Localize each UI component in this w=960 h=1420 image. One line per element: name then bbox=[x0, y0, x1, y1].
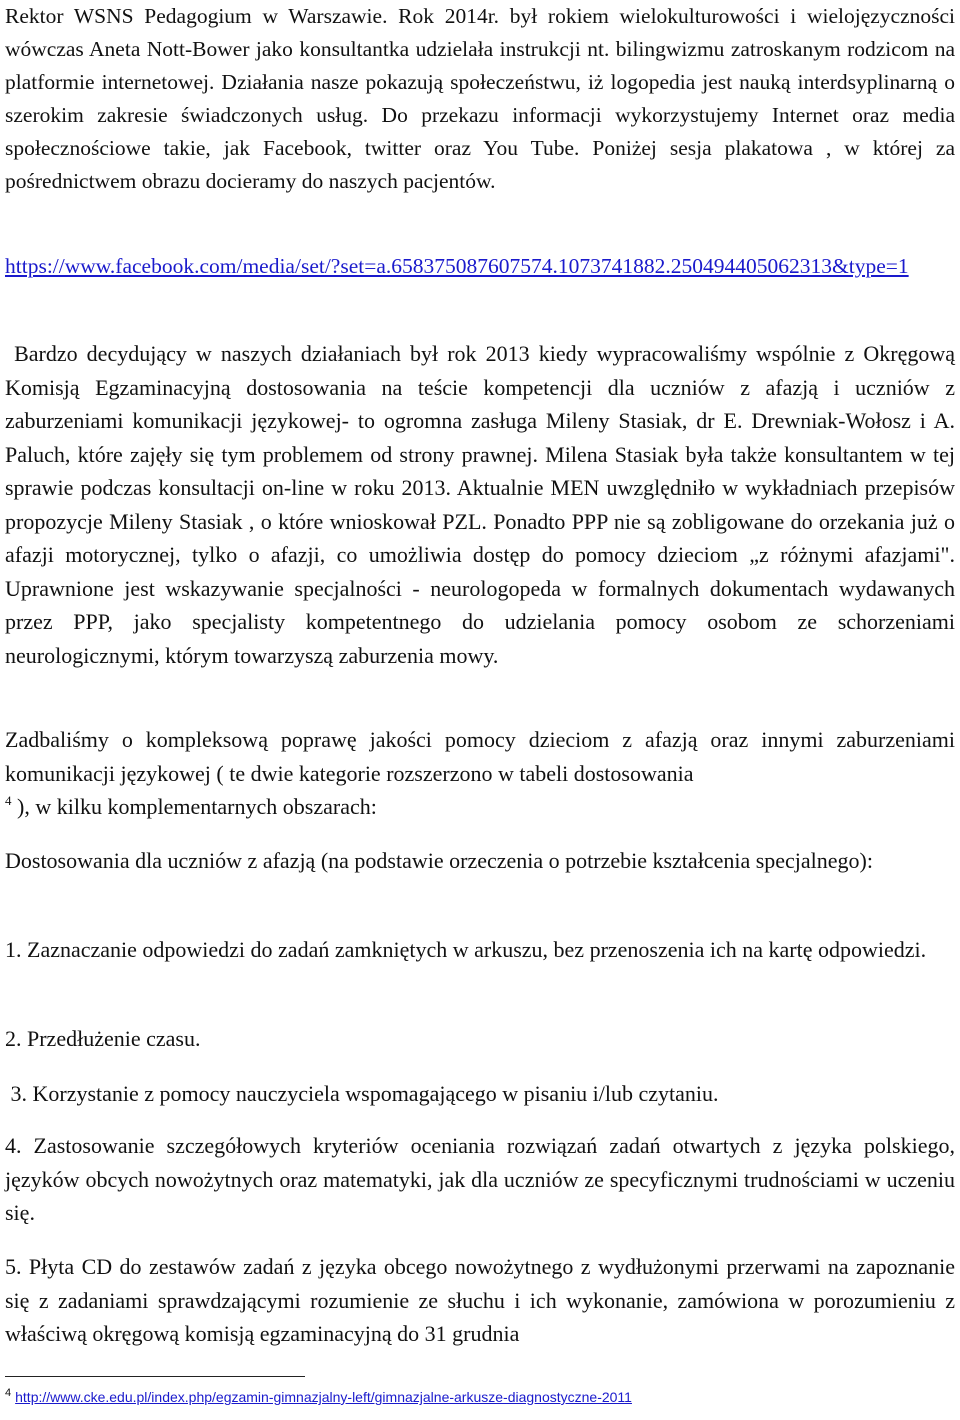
footnote-number: 4 bbox=[5, 1387, 12, 1399]
footnote-separator bbox=[5, 1376, 305, 1377]
list-item bbox=[5, 1077, 955, 1111]
paragraph-2013 bbox=[5, 337, 955, 672]
list-item-text: 3. Korzystanie z pomocy nauczyciela wspomagającego w pisaniu i/lub czytaniu. bbox=[10, 1081, 719, 1106]
footnote-link[interactable]: http://www.cke.edu.pl/index.php/egzamin-gimnazjalny-left/gimnazjalne-arkusze-diagnostyczne-2011 bbox=[15, 1389, 632, 1405]
paragraph-quality-text: Zadbaliśmy o kompleksową poprawę jakości pomocy dzieciom z afazją oraz innymi zaburzeniami komunikacji językowej ( te dwie kategorie rozszerzono w tabeli dostosowania bbox=[5, 727, 955, 786]
paragraph-quality-text-end: ), w kilku komplementarnych obszarach: bbox=[17, 794, 377, 819]
accommodations-heading: Dostosowania dla uczniów z afazją (na podstawie orzeczenia o potrzebie kształcenia specjalnego): bbox=[5, 848, 873, 873]
paragraph-2013-text: Bardzo decydujący w naszych działaniach był rok 2013 kiedy wypracowaliśmy wspólnie z Okręgową Komisją Egzaminacyjną dostosowania na teście kompetencji dla uczniów z afazją i uczniów z zaburzeniami komunikacji językowej- to ogromna zasługa Mileny Stasiak, dr E. Drewniak-Wołosz i A. Paluch, które zajęły się tym problemem od strony prawnej. Milena Stasiak była także konsultantem w tej sprawie podczas konsultacji on-line w roku 2013. Aktualnie MEN uwzględniło w wykładniach przepisów propozycje Mileny Stasiak , o które wnioskował PZL. Ponadto PPP nie są zobligowane do orzekania już o afazji motorycznej, tylko o afazji, co umożliwia dostęp do pomocy dzieciom „z różnymi afazjami". Uprawnione jest wskazywanie specjalności - neurologopeda w formalnych dokumentach wydawanych przez PPP, jako specjalisty kompetentnego do udzielania pomocy osobom ze schorzeniami neurologicznymi, którym towarzyszą zaburzenia mowy. bbox=[5, 341, 956, 668]
facebook-media-link[interactable]: https://www.facebook.com/media/set/?set=a.658375087607574.1073741882.250494405062313&type=1 bbox=[5, 254, 909, 278]
paragraph-quality bbox=[5, 723, 955, 824]
list-item: 2. Przedłużenie czasu. bbox=[5, 1026, 201, 1051]
list-item: 4. Zastosowanie szczegółowych kryteriów oceniania rozwiązań zadań otwartych z języka polskiego, języków obcych nowożytnych oraz matematyki, jak dla uczniów ze specyficznymi trudnościami w uczeniu się. bbox=[5, 1133, 955, 1225]
footnote-reference[interactable]: 4 bbox=[5, 793, 12, 808]
intro-paragraph: Rektor WSNS Pedagogium w Warszawie. Rok 2014r. był rokiem wielokulturowości i wielojęzyczności wówczas Aneta Nott-Bower jako konsultantka udzielała instrukcji nt. bilingwizmu zatroskanym rodzicom na platformie internetowej. Działania nasze pokazują społeczeństwu, iż logopedia jest nauką interdsyplinarną o szerokim zakresie świadczonych usług. Do przekazu informacji wykorzystujemy Internet oraz media społecznościowe takie, jak Facebook, twitter oraz You Tube. Poniżej sesja plakatowa , w której za pośrednictwem obrazu docieramy do naszych pacjentów. bbox=[5, 4, 955, 193]
list-item: 5. Płyta CD do zestawów zadań z języka obcego nowożytnego z wydłużonymi przerwami na zapoznanie się z zadaniami sprawdzającymi rozumienie ze słuchu i ich wykonanie, zamówiona w porozumieniu z właściwą okręgową komisją egzaminacyjną do 31 grudnia bbox=[5, 1254, 955, 1346]
footnote bbox=[5, 1386, 955, 1408]
facebook-link-block bbox=[5, 250, 955, 283]
list-item: 1. Zaznaczanie odpowiedzi do zadań zamkniętych w arkuszu, bez przenoszenia ich na kartę odpowiedzi. bbox=[5, 937, 927, 962]
